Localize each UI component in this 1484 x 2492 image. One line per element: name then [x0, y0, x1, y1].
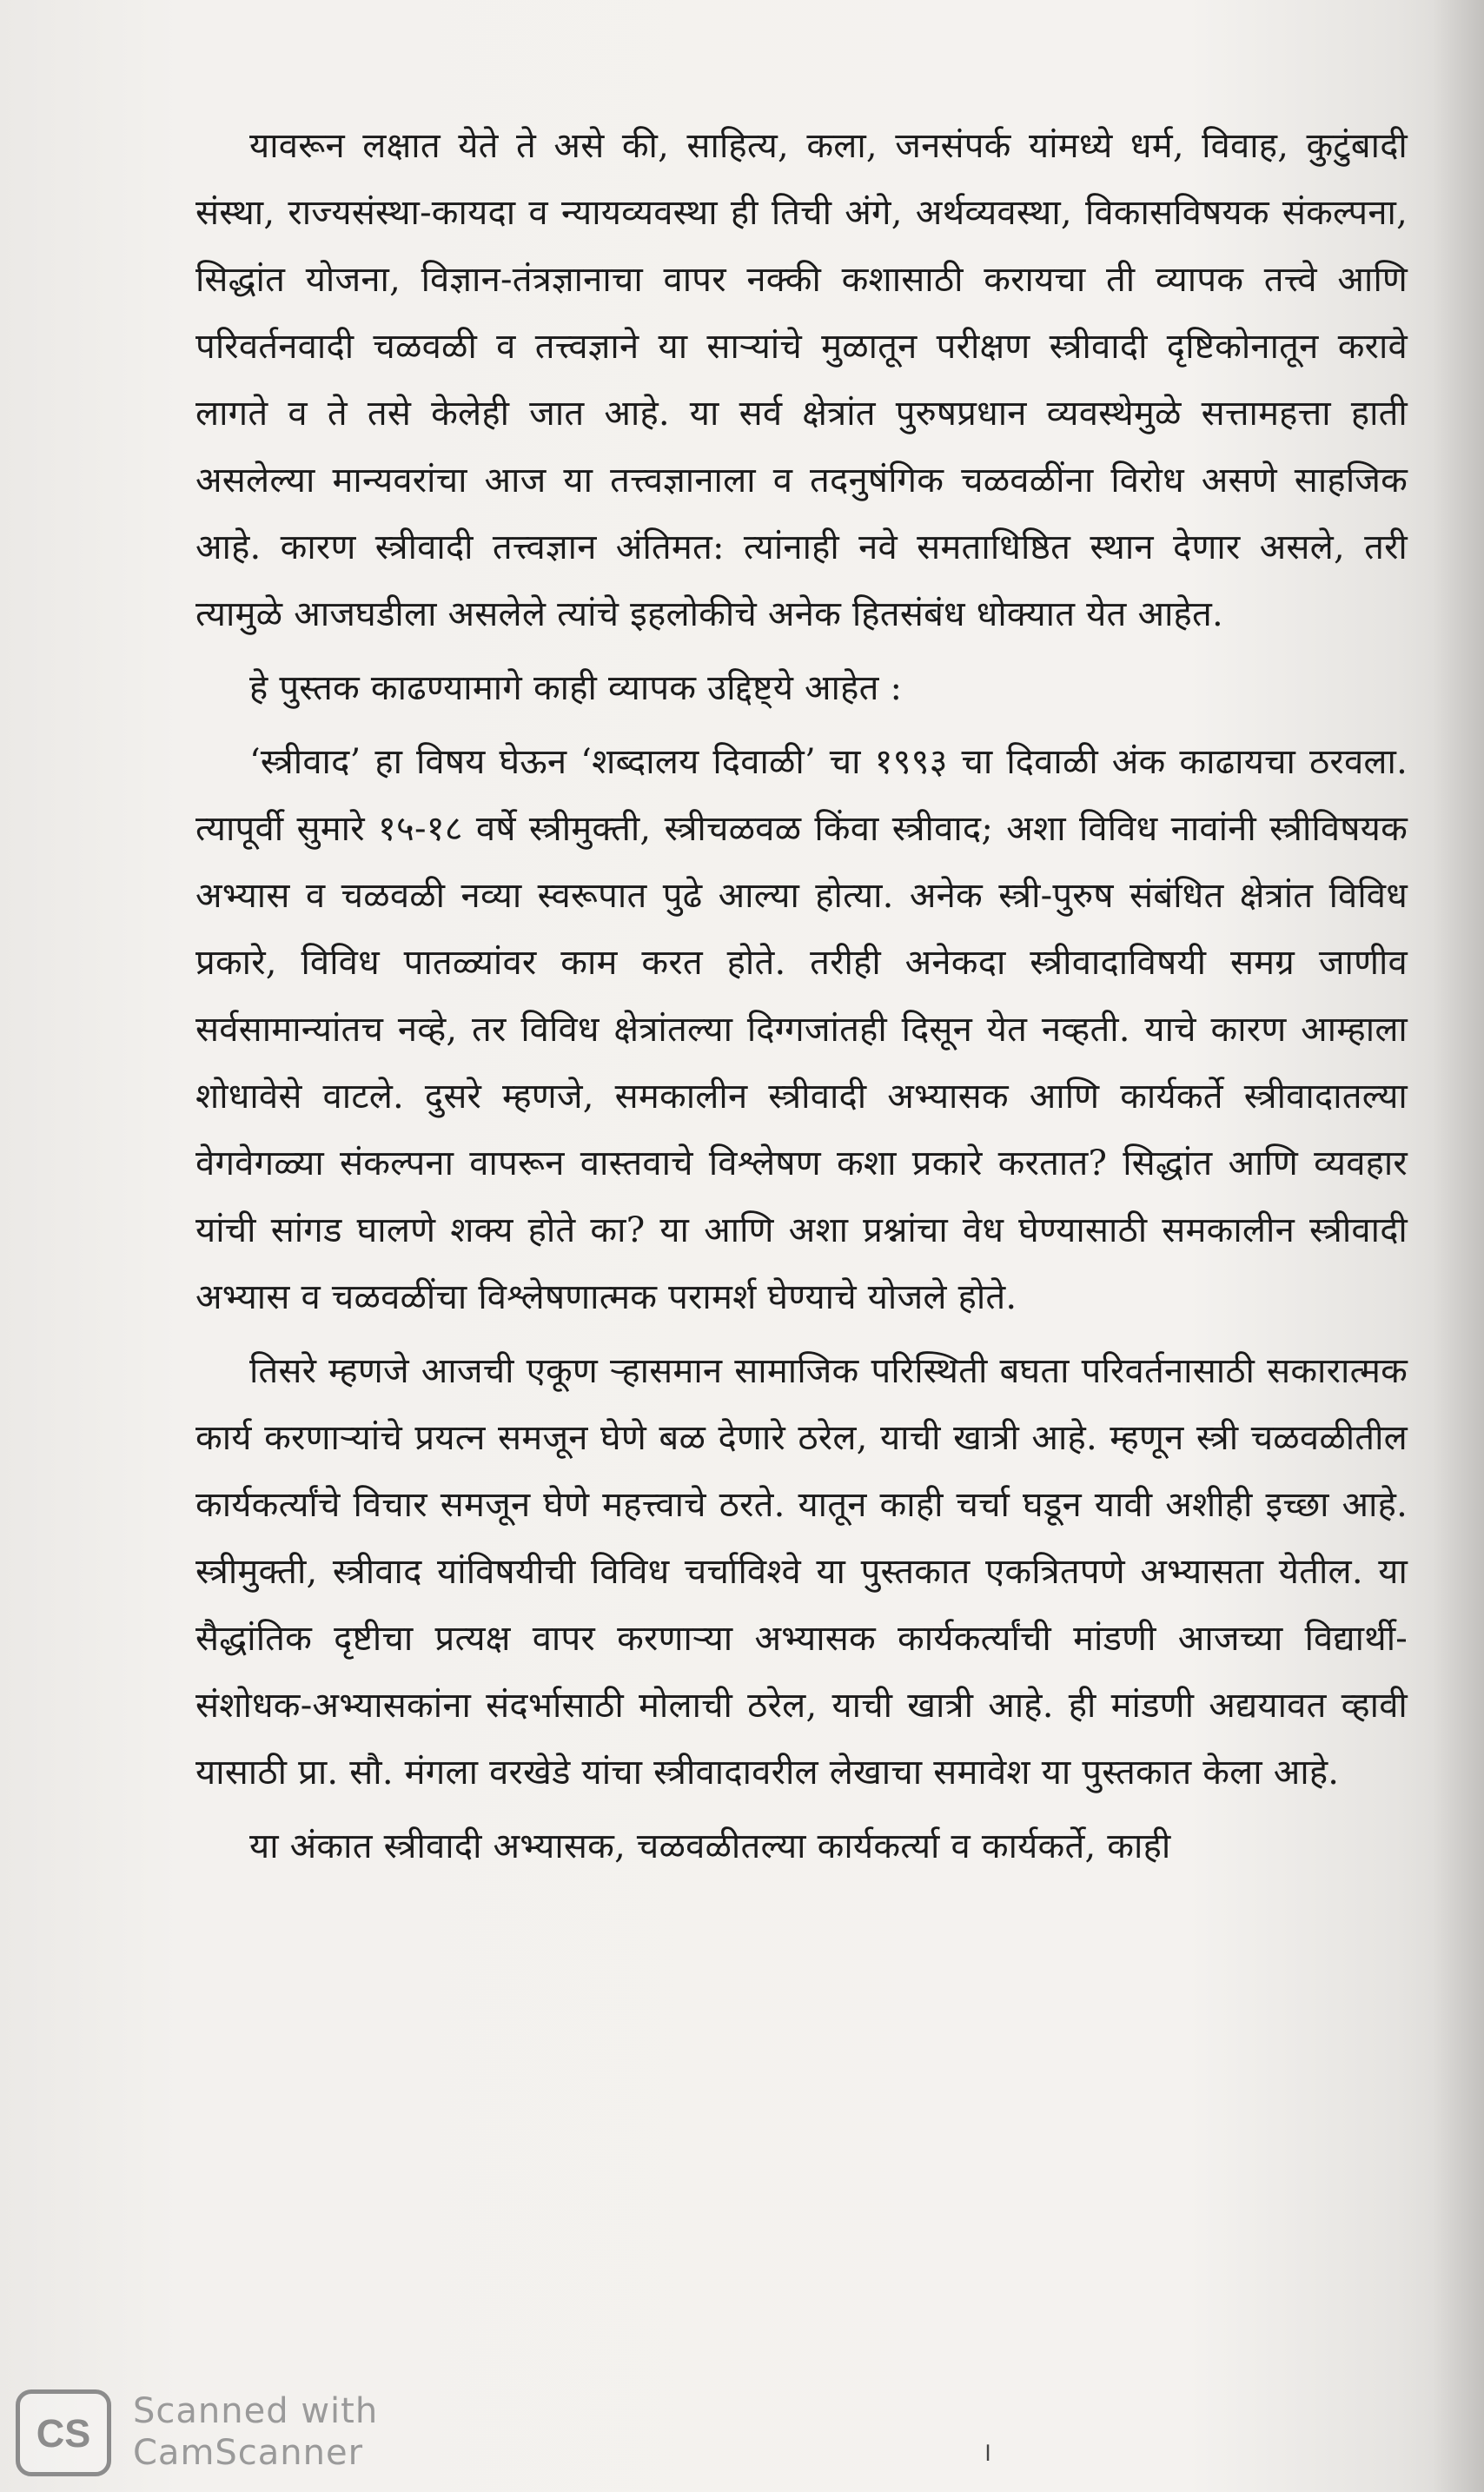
page-mark: ।	[982, 2437, 992, 2468]
logo-text: CS	[36, 2411, 91, 2456]
paragraph-2: हे पुस्तक काढण्यामागे काही व्यापक उद्दिष्ट्ये आहेत :	[249, 668, 903, 708]
watermark-line-1: Scanned with	[133, 2391, 379, 2431]
paragraph-4: तिसरे म्हणजे आजची एकूण ऱ्हासमान सामाजिक परिस्थिती बघता परिवर्तनासाठी सकारात्मक कार्य करणाऱ्यांचे प्रयत्न समजून घेणे बळ देणारे ठरेल, याची खात्री आहे. म्हणून स्त्री चळवळीतील कार्यकर्त्यांचे विचार समजून घेणे महत्त्वाचे ठरते. यातून काही चर्चा घडून यावी अशीही इच्छा आहे. स्त्रीमुक्ती, स्त्रीवाद यांविषयीची विविध चर्चाविश्वे या पुस्तकात एकत्रितपणे अभ्यासता येतील. या सैद्धांतिक दृष्टीचा प्रत्यक्ष वापर करणाऱ्या अभ्यासक कार्यकर्त्यांची मांडणी आजच्या विद्यार्थी-संशोधक-अभ्यासकांना संदर्भासाठी मोलाची ठरेल, याची खात्री आहे. ही मांडणी अद्ययावत व्हावी यासाठी प्रा. सौ. मंगला वरखेडे यांचा स्त्रीवादावरील लेखाचा समावेश या पुस्तकात केला आहे.	[195, 1351, 1408, 1793]
watermark-line-2: CamScanner	[133, 2433, 364, 2473]
paragraph-5: या अंकात स्त्रीवादी अभ्यासक, चळवळीतल्या कार्यकर्त्या व कार्यकर्ते, काही	[249, 1826, 1171, 1866]
paragraph-1: यावरून लक्षात येते ते असे की, साहित्य, कला, जनसंपर्क यांमध्ये धर्म, विवाह, कुटुंबादी संस्था, राज्यसंस्था-कायदा व न्यायव्यवस्था ही तिची अंगे, अर्थव्यवस्था, विकासविषयक संकल्पना, सिद्धांत योजना, विज्ञान-तंत्रज्ञानाचा वापर नक्की कशासाठी करायचा ती व्यापक तत्त्वे आणि परिवर्तनवादी चळवळी व तत्त्वज्ञाने या साऱ्यांचे मुळातून परीक्षण स्त्रीवादी दृष्टिकोनातून करावे लागते व ते तसे केलेही जात आहे. या सर्व क्षेत्रांत पुरुषप्रधान व्यवस्थेमुळे सत्तामहत्ता हाती असलेल्या मान्यवरांचा आज या तत्त्वज्ञानाला व तदनुषंगिक चळवळींना विरोध असणे साहजिक आहे. कारण स्त्रीवादी तत्त्वज्ञान अंतिमत: त्यांनाही नवे समताधिष्ठित स्थान देणार असले, तरी त्यामुळे आजघडीला असलेले त्यांचे इहलोकीचे अनेक हितसंबंध धोक्यात येत आहेत.	[195, 126, 1408, 634]
camscanner-logo-icon	[16, 2389, 111, 2476]
body-text	[195, 113, 1408, 1880]
camscanner-watermark	[16, 2389, 407, 2476]
paragraph-3: ‘स्त्रीवाद’ हा विषय घेऊन ‘शब्दालय दिवाळी’ चा १९९३ चा दिवाळी अंक काढायचा ठरवला. त्यापूर्वी सुमारे १५-१८ वर्षे स्त्रीमुक्ती, स्त्रीचळवळ किंवा स्त्रीवाद; अशा विविध नावांनी स्त्रीविषयक अभ्यास व चळवळी नव्या स्वरूपात पुढे आल्या होत्या. अनेक स्त्री-पुरुष संबंधित क्षेत्रांत विविध प्रकारे, विविध पातळ्यांवर काम करत होते. तरीही अनेकदा स्त्रीवादाविषयी समग्र जाणीव सर्वसामान्यांतच नव्हे, तर विविध क्षेत्रांतल्या दिग्गजांतही दिसून येत नव्हती. याचे कारण आम्हाला शोधावेसे वाटले. दुसरे म्हणजे, समकालीन स्त्रीवादी अभ्यासक आणि कार्यकर्ते स्त्रीवादातल्या वेगवेगळ्या संकल्पना वापरून वास्तवाचे विश्लेषण कशा प्रकारे करतात? सिद्धांत आणि व्यवहार यांची सांगड घालणे शक्य होते का? या आणि अशा प्रश्नांचा वेध घेण्यासाठी समकालीन स्त्रीवादी अभ्यास व चळवळींचा विश्लेषणात्मक परामर्श घेण्याचे योजले होते.	[195, 742, 1408, 1317]
page-edge-shadow	[1432, 0, 1484, 2492]
